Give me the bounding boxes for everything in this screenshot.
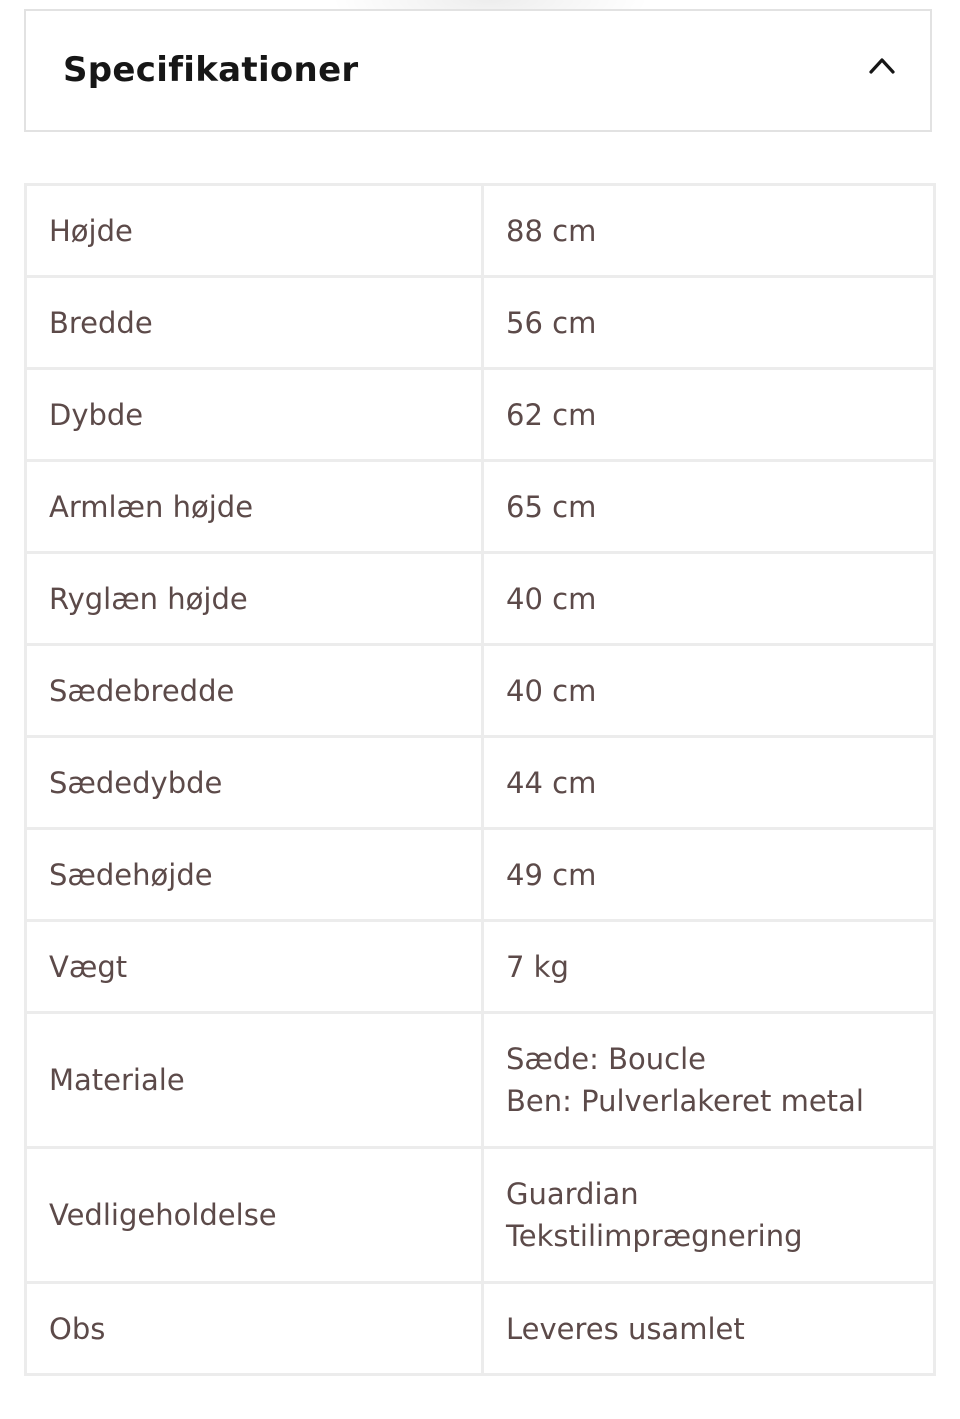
spec-value (483, 645, 935, 737)
table-row (26, 553, 935, 645)
spec-value (483, 277, 935, 369)
spec-label: Obs (26, 1283, 483, 1375)
spec-label: Materiale (26, 1013, 483, 1148)
spec-value (483, 737, 935, 829)
specifications-table (24, 183, 936, 1376)
spec-value-line: 56 cm (506, 305, 597, 340)
table-row (26, 1283, 935, 1375)
spec-value (483, 921, 935, 1013)
spec-value-line: 62 cm (506, 397, 597, 432)
spec-value-line: 40 cm (506, 581, 597, 616)
spec-value-line: 49 cm (506, 857, 597, 892)
table-row (26, 185, 935, 277)
spec-value (483, 1148, 935, 1283)
spec-label: Bredde (26, 277, 483, 369)
spec-value-line: Guardian (506, 1177, 639, 1211)
spec-label: Ryglæn højde (26, 553, 483, 645)
accordion-title: Specifikationer (63, 50, 359, 90)
table-row (26, 277, 935, 369)
spec-label: Dybde (26, 369, 483, 461)
spec-value-line: 40 cm (506, 673, 597, 708)
spec-value (483, 1283, 935, 1375)
spec-value (483, 1013, 935, 1148)
spec-value (483, 369, 935, 461)
specifications-accordion-header[interactable] (24, 9, 932, 132)
table-row (26, 921, 935, 1013)
spec-value (483, 185, 935, 277)
spec-value-line: Sæde: Boucle (506, 1042, 706, 1076)
table-row (26, 461, 935, 553)
spec-label: Sædebredde (26, 645, 483, 737)
spec-value-line: 65 cm (506, 489, 597, 524)
specifications-table-body (26, 185, 935, 1375)
spec-label: Sædedybde (26, 737, 483, 829)
table-row (26, 1148, 935, 1283)
spec-label: Armlæn højde (26, 461, 483, 553)
spec-label: Sædehøjde (26, 829, 483, 921)
table-row (26, 645, 935, 737)
spec-value-line: Ben: Pulverlakeret metal (506, 1084, 864, 1118)
spec-value-line: Leveres usamlet (506, 1311, 745, 1346)
spec-label: Vægt (26, 921, 483, 1013)
spec-value-line: 44 cm (506, 765, 597, 800)
spec-label: Vedligeholdelse (26, 1148, 483, 1283)
spec-value (483, 553, 935, 645)
spec-value (483, 461, 935, 553)
spec-value-line: 88 cm (506, 213, 597, 248)
spec-value-line: 7 kg (506, 949, 569, 984)
spec-value (483, 829, 935, 921)
table-row (26, 829, 935, 921)
chevron-up-icon[interactable] (868, 55, 896, 75)
spec-label: Højde (26, 185, 483, 277)
table-row (26, 737, 935, 829)
spec-value-line: Tekstilimprægnering (506, 1219, 803, 1253)
table-row (26, 1013, 935, 1148)
table-row (26, 369, 935, 461)
